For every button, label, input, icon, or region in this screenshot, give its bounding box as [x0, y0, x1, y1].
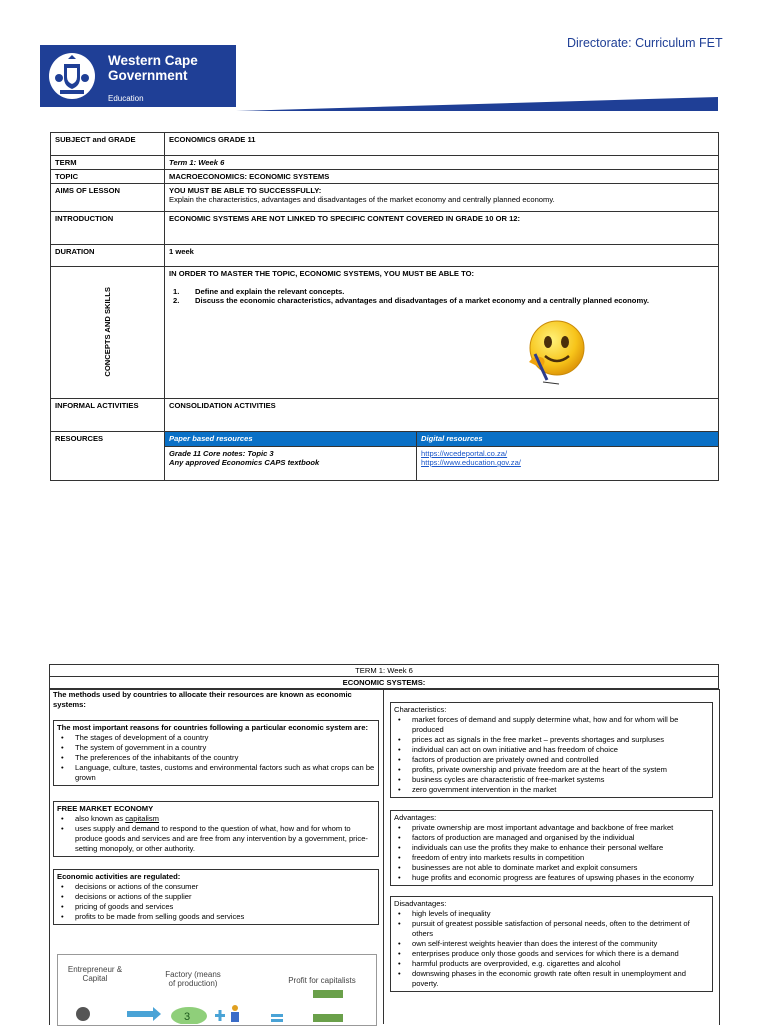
list-item: • downswing phases in the economic growth rate often result in unemployment and poverty. [412, 969, 709, 989]
list-item: • pursuit of greatest possible satisfaction of personal needs, often to the detriment of others [412, 919, 709, 939]
aims-label: AIMS OF LESSON [51, 184, 165, 212]
regulated-box [53, 869, 379, 925]
paper-resource-item: Grade 11 Core notes: Topic 3 [169, 449, 274, 458]
wcg-logo [40, 45, 236, 107]
capitalism-diagram [57, 954, 375, 1024]
entrepreneur-icon [76, 1007, 90, 1021]
subject-value: ECONOMICS GRADE 11 [165, 133, 719, 156]
term-heading: TERM 1: Week 6 [50, 665, 719, 677]
list-item: • factors of production are managed and organised by the individual [412, 833, 709, 843]
concepts-label-cell [51, 267, 165, 399]
regulated-title: Economic activities are regulated: [57, 872, 181, 881]
term-value: Term 1: Week 6 [165, 156, 719, 170]
list-item: • businesses are not able to dominate market and exploit consumers [412, 863, 709, 873]
digital-resources-header: Digital resources [417, 432, 719, 447]
thinking-emoji-icon [525, 318, 585, 388]
list-item: • decisions or actions of the supplier [75, 892, 375, 902]
lesson-overview-table [50, 132, 719, 481]
notes-column-divider [383, 689, 384, 1024]
logo-subtitle: Education [108, 94, 144, 103]
concept-item: 1. Define and explain the relevant concepts. [173, 287, 345, 296]
list-item: • profits, private ownership and private freedom are at the heart of the system [412, 765, 709, 775]
list-item: • profits to be made from selling goods and services [75, 912, 375, 922]
aims-cell [165, 184, 719, 212]
concepts-cell [165, 267, 719, 399]
free-market-box [53, 801, 379, 857]
list-item: • own self-interest weights heavier than does the interest of the community [412, 939, 709, 949]
list-item: • harmful products are overprovided, e.g. cigarettes and alcohol [412, 959, 709, 969]
informal-label: INFORMAL ACTIVITIES [51, 399, 165, 432]
duration-value: 1 week [165, 245, 719, 267]
topic-label: TOPIC [51, 170, 165, 184]
topic-value: MACROECONOMICS: ECONOMIC SYSTEMS [165, 170, 719, 184]
list-item: • individuals can use the profits they make to enhance their personal welfare [412, 843, 709, 853]
characteristics-title: Characteristics: [394, 705, 447, 714]
section-heading: ECONOMIC SYSTEMS: [50, 677, 719, 689]
paper-resource-item: Any approved Economics CAPS textbook [169, 458, 320, 467]
paper-resources-cell [165, 447, 417, 481]
systems-intro: The methods used by countries to allocate their resources are known as economic systems: [53, 690, 352, 709]
subject-label: SUBJECT and GRADE [51, 133, 165, 156]
list-item: • factors of production are privately owned and controlled [412, 755, 709, 765]
aims-detail: Explain the characteristics, advantages and disadvantages of the market economy and centrally planned economy. [169, 195, 555, 204]
disadvantages-box [390, 896, 713, 992]
worker-icon [232, 1005, 238, 1011]
list-item: • decisions or actions of the consumer [75, 882, 375, 892]
disadvantages-title: Disadvantages: [394, 899, 447, 908]
right-column [390, 702, 713, 992]
list-item: • freedom of entry into markets results in competition [412, 853, 709, 863]
directorate-title: Directorate: Curriculum FET [567, 36, 723, 50]
list-item: • enterprises produce only those goods and services for which there is a demand [412, 949, 709, 959]
list-item: • Language, culture, tastes, customs and environmental factors such as what crops can be grown [75, 763, 375, 783]
duration-label: DURATION [51, 245, 165, 267]
education-gov-link[interactable]: https://www.education.gov.za/ [421, 458, 521, 467]
list-item: • uses supply and demand to respond to the question of what, how and for whom to produce goods and services and are free from any intervention by a government, price-setting monopoly, or other authority. [75, 824, 375, 854]
coat-of-arms-icon [48, 52, 96, 100]
concepts-intro: IN ORDER TO MASTER THE TOPIC, ECONOMIC SYSTEMS, YOU MUST BE ABLE TO: [169, 269, 475, 278]
aims-value: YOU MUST BE ABLE TO SUCCESSFULLY: [169, 186, 322, 195]
header-band [236, 97, 718, 111]
intro-value: ECONOMIC SYSTEMS ARE NOT LINKED TO SPECIFIC CONTENT COVERED IN GRADE 10 OR 12: [165, 212, 719, 245]
diagram-shapes [57, 954, 375, 1024]
informal-value: CONSOLIDATION ACTIVITIES [165, 399, 719, 432]
left-column [53, 690, 379, 925]
list-item: • The stages of development of a country [75, 733, 375, 743]
wced-eportal-link[interactable]: https://wcedeportal.co.za/ [421, 449, 508, 458]
list-item: • market forces of demand and supply determine what, how and for whom will be produced [412, 715, 709, 735]
entrepreneur-label: Entrepreneur & Capital [67, 965, 123, 983]
list-item: • The system of government in a country [75, 743, 375, 753]
list-item: • private ownership are most important advantage and backbone of free market [412, 823, 709, 833]
advantages-title: Advantages: [394, 813, 437, 822]
list-item: • The preferences of the inhabitants of the country [75, 753, 375, 763]
list-item: • prices act as signals in the free market – prevents shortages and surpluses [412, 735, 709, 745]
list-item: • individual can act on own initiative and has freedom of choice [412, 745, 709, 755]
free-market-title: FREE MARKET ECONOMY [57, 804, 154, 813]
reasons-title: The most important reasons for countries following a particular economic system are: [57, 723, 368, 732]
digital-resources-cell [417, 447, 719, 481]
arrow-icon [127, 1011, 153, 1017]
list-item: • business cycles are characteristic of free-market systems [412, 775, 709, 785]
list-item: • high levels of inequality [412, 909, 709, 919]
profit-label: Profit for capitalists [288, 976, 356, 985]
concepts-label: CONCEPTS AND SKILLS [103, 286, 112, 377]
list-item: • also known as capitalism [75, 814, 375, 824]
logo-title: Western Cape Government [108, 53, 198, 83]
paper-resources-header: Paper based resources [165, 432, 417, 447]
reasons-box [53, 720, 379, 786]
list-item: • zero government intervention in the market [412, 785, 709, 795]
characteristics-box [390, 702, 713, 798]
list-item: • huge profits and economic progress are features of upswing phases in the economy [412, 873, 709, 883]
svg-text:3: 3 [184, 1011, 191, 1023]
notes-header-table [49, 664, 719, 689]
concept-item: 2. Discuss the economic characteristics, advantages and disadvantages of a market economy and a centrally planned economy. [173, 296, 649, 305]
equals-icon [271, 1014, 283, 1017]
factory-label: Factory (means of production) [165, 970, 221, 988]
resources-label: RESOURCES [51, 432, 165, 481]
advantages-box [390, 810, 713, 886]
money-icon [313, 990, 343, 998]
list-item: • pricing of goods and services [75, 902, 375, 912]
term-label: TERM [51, 156, 165, 170]
intro-label: INTRODUCTION [51, 212, 165, 245]
